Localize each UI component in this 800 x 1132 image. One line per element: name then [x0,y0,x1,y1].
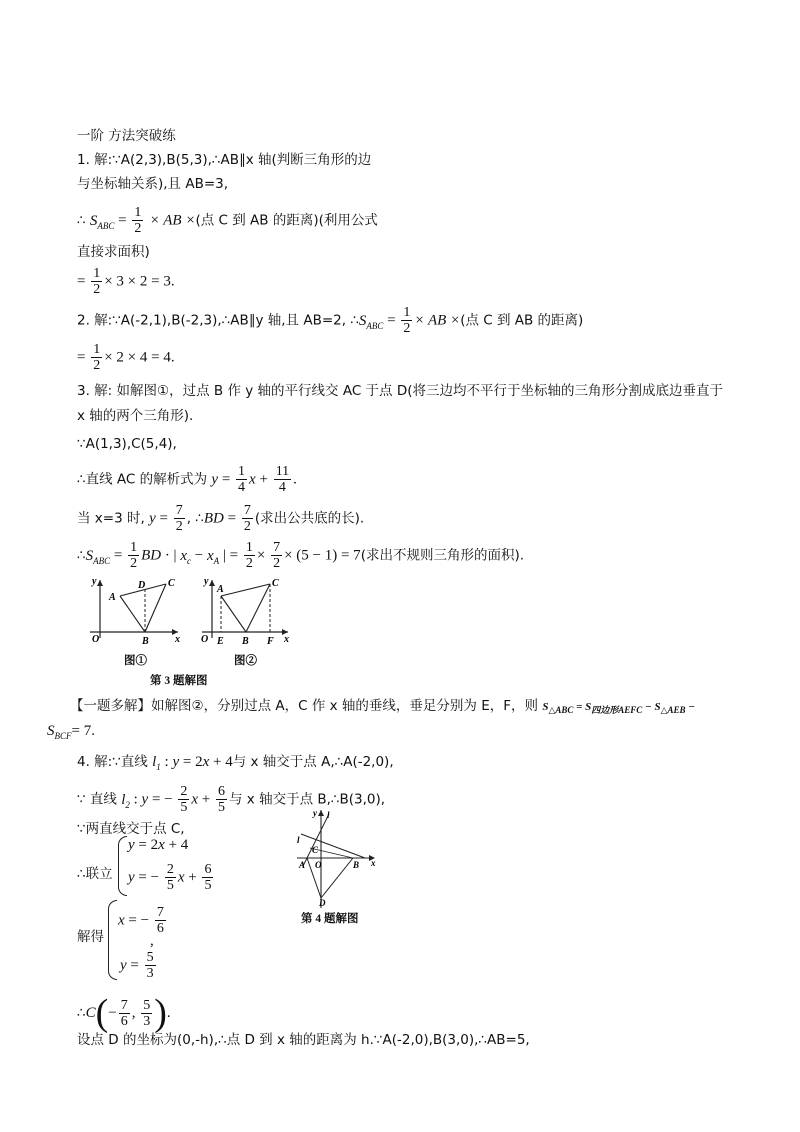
formula-fragment: × AB × [414,312,461,329]
p3-line2: x 轴的两个三角形). [77,408,194,424]
fig3-caption: 第 3 题解图 [150,675,208,687]
svg-text:l: l [297,835,300,845]
p3-line4: ∴直线 AC 的解析式为 y = $\frac{1}{4}$ x + $\frac{11}{4}$ . [77,464,297,495]
p2-line2: = $\frac{1}{2}$ × 2 × 4 = 4. [77,342,175,373]
svg-text:l: l [327,810,330,820]
p4-line1-end: 与 x 轴交于点 A,∴A(-2,0), [232,754,394,770]
solution-y: y = $\frac{5}{3}$ [120,950,154,981]
svg-text:A: A [109,592,116,603]
fig1-caption: 图① [124,655,147,667]
solution-brace [108,900,117,980]
p2-line1-text: 2. 解:∵A(-2,1),B(-2,3),∴AB∥y 轴,且 AB=2, ∴ [77,312,359,329]
svg-text:y: y [204,576,209,587]
p1-line5: = $\frac{1}{2}$ × 3 × 2 = 3. [77,266,175,297]
p1-line4: 直接求面积) [77,244,150,260]
svg-text:O: O [315,860,322,870]
svg-text:F: F [267,636,274,647]
svg-text:B: B [142,636,149,647]
svg-text:x: x [284,634,289,645]
p4-line6: ∴C(− $\frac{7}{6}$ , $\frac{5}{3}$ ). [77,992,171,1034]
p3-line6: $\therefore S_{ABC}$ = $\frac{1}{2}$ BD · | $x_c - x_A$ | = $\frac{1}{2}$ × $\frac{7}{2}$ × (5 − 1) = 7(求出不规则三角形的面积). [77,540,525,571]
svg-text:B: B [353,860,360,870]
p4-line3: ∵两直线交于点 C, [77,821,185,837]
svg-text:y: y [92,576,97,587]
p3-extra-line2: $S_{BCF}= 7$. [47,723,95,741]
p4-line2-text: ∵ 直线 [77,791,117,808]
svg-text:C: C [272,578,279,589]
solution-comma: , [150,933,154,949]
p3-line5-end: (求出公共底的长). [254,510,365,527]
p4-line2: ∵ 直线 $l_2$ : y = − $\frac{2}{5}$ x + $\frac{6}{5}$ 与 x 轴交于点 B,∴B(3,0), [77,784,386,815]
p3-line3: ∵A(1,3),C(5,4), [77,436,177,452]
p2-result: × 2 × 4 = 4. [104,349,175,366]
p3-line5-mid: , ∴ [186,510,204,527]
system-eq2: y = − $\frac{2}{5}$ x + $\frac{6}{5}$ [128,862,212,893]
p1-line2: 与坐标轴关系),且 AB=3, [77,176,229,192]
p1-result: × 3 × 2 = 3. [104,273,175,290]
svg-text:C: C [312,845,319,855]
svg-text:x: x [371,858,376,868]
fig2-caption: 图② [234,655,257,667]
p1-line1: 1. 解:∵A(2,3),B(5,3),∴AB∥x 轴(判断三角形的边 [77,152,372,168]
p3-extra-line1: 【一题多解】如解图②，分别过点 A，C 作 x 轴的垂线，垂足分别为 E，F，则 $S_{\triangle ABC} = S_{四边形AEFC} - S_{\triangle AEB}$ − [70,698,695,716]
formula-fragment: × AB × [149,212,196,229]
svg-text:E: E [217,636,224,647]
svg-text:D: D [138,580,146,591]
problem3-figures [80,572,300,690]
p4-line5-label: 解得 [77,929,104,945]
solution-x: x = − $\frac{7}{6}$ [118,905,164,936]
p3-line5: 当 x=3 时, y = $\frac{7}{2}$ , ∴BD = $\frac{7}{2}$ (求出公共底的长). [77,503,365,534]
extra-label: 【一题多解】 [70,698,151,714]
svg-text:y: y [313,808,317,818]
system-eq1: y = 2x + 4 [128,837,189,853]
p3-line1: 3. 解: 如解图①，过点 B 作 y 轴的平行线交 AC 于点 D(将三边均不平行于坐标轴的三角形分割成底边垂直于 [77,383,723,399]
p3-line6-end: (求出不规则三角形的面积). [360,547,525,564]
p2-line1-end: (点 C 到 AB 的距离) [460,312,584,329]
p2-line1: 2. 解:∵A(-2,1),B(-2,3),∴AB∥y 轴,且 AB=2, $\therefore S_{ABC}$ = $\frac{1}{2}$ × AB ×(点 C 到 AB 的距离) [77,305,584,336]
extra-text: 如解图②，分别过点 A，C 作 x 轴的垂线，垂足分别为 E，F，则 [151,698,539,714]
svg-text:D: D [319,898,326,908]
svg-text:C: C [168,578,175,589]
p3-line5-text: 当 x=3 时, [77,510,145,527]
problem3-diagram [80,572,300,662]
problem4-diagram [295,808,385,908]
svg-text:O: O [92,634,100,645]
p4-line2-end: 与 x 轴交于点 B,∴B(3,0), [229,791,386,808]
p1-line3: ∴ $S_{ABC}$ = $\frac{1}{2}$ × AB ×(点 C 到 AB 的距离)(利用公式 [77,205,378,236]
therefore-symbol: ∴ [77,1005,86,1021]
system-brace [118,836,127,896]
svg-text:B: B [242,636,249,647]
svg-text:x: x [175,634,180,645]
therefore-symbol: ∴ [77,212,86,229]
p1-line3-text: (点 C 到 AB 的距离)(利用公式 [195,212,378,229]
p4-line1-text: 4. 解:∵直线 [77,754,148,770]
svg-text:A: A [217,584,224,595]
extra-result: = 7. [71,723,95,739]
svg-text:O: O [201,634,209,645]
p3-line4-text: ∴直线 AC 的解析式为 [77,471,208,488]
problem4-figure [295,808,385,926]
section-title: 一阶 方法突破练 [77,128,176,144]
p4-line1: 4. 解:∵直线 $l_1$ : y = 2x + 4与 x 轴交于点 A,∴A(-2,0), [77,754,394,772]
p4-last-line: 设点 D 的坐标为(0,-h),∴点 D 到 x 轴的距离为 h.∵A(-2,0),B(3,0),∴AB=5, [77,1032,530,1048]
svg-text:A: A [299,860,306,870]
fig4-caption: 第 4 题解图 [301,913,359,925]
p4-line4-label: ∴联立 [77,866,113,882]
